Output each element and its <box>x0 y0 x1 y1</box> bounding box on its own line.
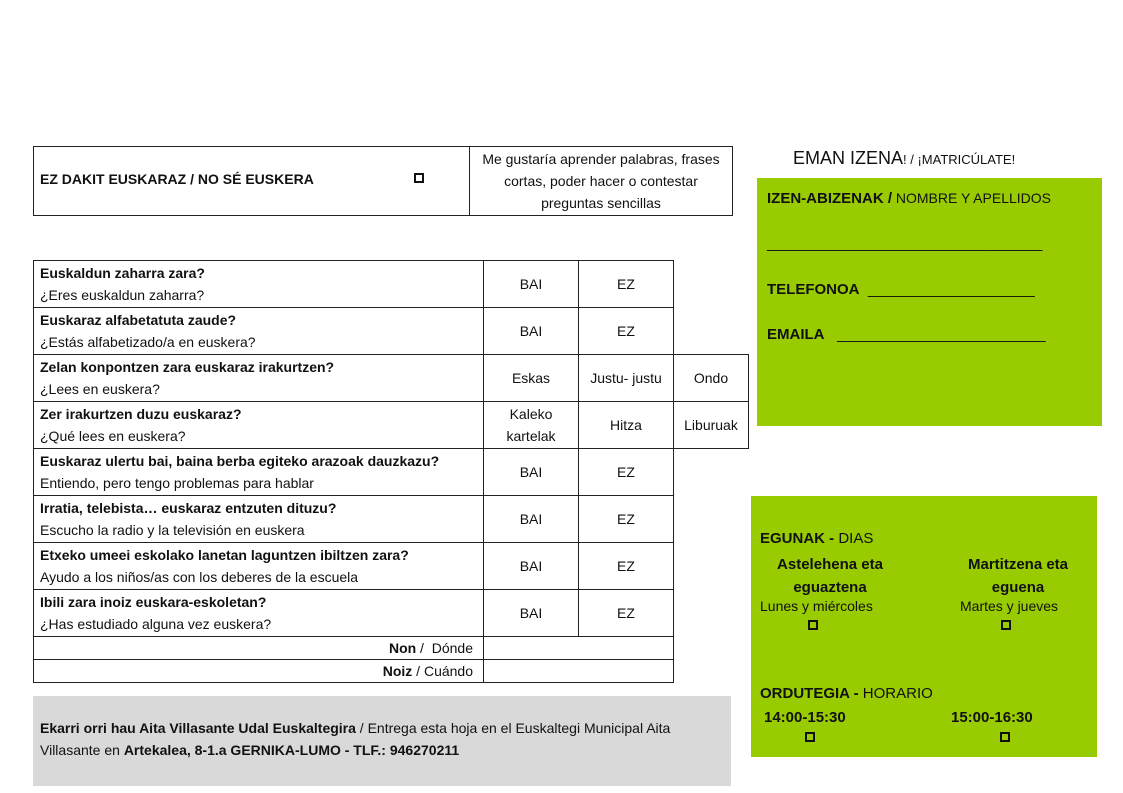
name-label-es: NOMBRE Y APELLIDOS <box>892 190 1051 206</box>
no-euskera-cell <box>34 147 470 215</box>
question-eu: Zelan konpontzen zara euskaraz irakurtzen? <box>40 359 335 375</box>
empty-cell <box>674 496 749 543</box>
question-es: Entiendo, pero tengo problemas para hablar <box>40 475 314 491</box>
description-line: preguntas sencillas <box>541 195 661 211</box>
option-cell[interactable] <box>484 402 579 449</box>
where-label-eu: Non <box>388 640 417 656</box>
email-label: EMAILA <box>767 326 825 343</box>
empty-cell <box>674 660 749 683</box>
phone-label: TELEFONOA <box>767 281 860 298</box>
enroll-title-main: EMAN IZENA <box>793 148 904 168</box>
option-cell[interactable]: EZ <box>579 308 674 355</box>
when-label-eu: Noiz <box>382 663 413 679</box>
hour2-label: 15:00-16:30 <box>951 709 1033 726</box>
hours-label <box>760 685 933 702</box>
table-row <box>34 261 749 308</box>
option2-days-es: Martes y jueves <box>960 598 1059 614</box>
contact-form-panel <box>757 178 1102 426</box>
empty-cell <box>674 449 749 496</box>
delivery-info-text1: / Entrega esta hoja en el Euskaltegi Municipal Aita Villasante en <box>40 720 671 758</box>
phone-row <box>767 281 1035 298</box>
question-es: ¿Qué lees en euskera? <box>40 428 186 444</box>
empty-cell <box>674 543 749 590</box>
when-field[interactable] <box>484 660 674 683</box>
table-row <box>34 496 749 543</box>
delivery-info-text <box>40 717 720 761</box>
email-row <box>767 326 1046 343</box>
option-cell[interactable]: Hitza <box>579 402 674 449</box>
question-es: ¿Has estudiado alguna vez euskera? <box>40 616 272 632</box>
question-cell <box>34 449 484 496</box>
option-cell[interactable]: EZ <box>579 543 674 590</box>
question-eu: Euskaraz alfabetatuta zaude? <box>40 312 237 328</box>
question-es: Ayudo a los niños/as con los deberes de la escuela <box>40 569 359 585</box>
option2-days-line: Martitzena eta <box>967 556 1069 573</box>
option1-days-checkbox[interactable] <box>808 620 818 630</box>
hour1-label: 14:00-15:30 <box>764 709 846 726</box>
question-cell <box>34 355 484 402</box>
table-row <box>34 637 749 660</box>
option-cell[interactable]: EZ <box>579 261 674 308</box>
days-label-es: DIAS <box>834 530 874 547</box>
empty-cell <box>674 590 749 637</box>
question-eu: Ibili zara inoiz euskara-eskoletan? <box>40 594 267 610</box>
table-row <box>34 660 749 683</box>
question-eu: Irratia, telebista… euskaraz entzuten dituzu? <box>40 500 337 516</box>
question-cell <box>34 308 484 355</box>
name-label-eu: IZEN-ABIZENAK / <box>767 190 892 207</box>
when-label-cell: Noiz / Cuándo <box>34 660 484 683</box>
option1-days <box>760 553 900 599</box>
delivery-info-box <box>33 696 731 786</box>
question-cell <box>34 543 484 590</box>
option1-days-line: Astelehena eta <box>777 556 883 573</box>
option1-days-es: Lunes y miércoles <box>760 598 873 614</box>
no-euskera-description <box>470 147 732 216</box>
name-field[interactable]: _________________________________ <box>767 235 1043 252</box>
table-row <box>34 590 749 637</box>
schedule-panel <box>751 496 1097 757</box>
option2-days <box>953 553 1083 599</box>
question-es: ¿Eres euskaldun zaharra? <box>40 287 205 303</box>
question-eu: Euskaraz ulertu bai, baina berba egiteko arazoak dauzkazu? <box>40 453 440 469</box>
option2-days-checkbox[interactable] <box>1001 620 1011 630</box>
no-euskera-box <box>33 146 733 216</box>
option2-days-line: eguena <box>991 579 1045 596</box>
question-cell <box>34 590 484 637</box>
option-cell[interactable]: Liburuak <box>674 402 749 449</box>
days-label-eu: EGUNAK - <box>760 530 835 547</box>
no-euskera-checkbox[interactable] <box>414 173 424 183</box>
description-line: cortas, poder hacer o contestar <box>504 173 698 189</box>
table-row <box>34 449 749 496</box>
empty-cell <box>674 308 749 355</box>
option-label: Kaleko kartelak <box>506 406 556 444</box>
question-eu: Euskaldun zaharra zara? <box>40 265 205 281</box>
option-cell[interactable]: EZ <box>579 590 674 637</box>
question-cell <box>34 402 484 449</box>
no-euskera-label: EZ DAKIT EUSKARAZ / NO SÉ EUSKERA <box>40 171 314 187</box>
delivery-info-bold1: Ekarri orri hau Aita Villasante Udal Euskaltegira <box>40 720 356 736</box>
option-cell[interactable]: Ondo <box>674 355 749 402</box>
where-label-cell: Non / Dónde <box>34 637 484 660</box>
hours-label-eu: ORDUTEGIA - <box>760 685 859 702</box>
where-label-es: Dónde <box>431 640 473 656</box>
option-cell[interactable]: Eskas <box>484 355 579 402</box>
name-label <box>767 190 1051 207</box>
where-field[interactable] <box>484 637 674 660</box>
option-cell[interactable]: BAI <box>484 261 579 308</box>
when-label-es: Cuándo <box>423 663 473 679</box>
question-es: Escucho la radio y la televisión en euskera <box>40 522 305 538</box>
option-cell[interactable]: BAI <box>484 449 579 496</box>
empty-cell <box>674 261 749 308</box>
question-es: ¿Lees en euskera? <box>40 381 160 397</box>
email-field[interactable]: _________________________ <box>837 326 1046 343</box>
description-line: Me gustaría aprender palabras, frases <box>482 151 720 167</box>
question-cell <box>34 261 484 308</box>
question-eu: Etxeko umeei eskolako lanetan laguntzen ibiltzen zara? <box>40 547 409 563</box>
empty-cell <box>674 637 749 660</box>
phone-field[interactable]: ____________________ <box>867 281 1035 298</box>
option-cell[interactable]: EZ <box>579 449 674 496</box>
option-cell[interactable]: BAI <box>484 543 579 590</box>
table-row <box>34 308 749 355</box>
question-eu: Zer irakurtzen duzu euskaraz? <box>40 406 242 422</box>
hour2-checkbox[interactable] <box>1000 732 1010 742</box>
question-cell <box>34 496 484 543</box>
enroll-title-sub: ! / ¡MATRICÚLATE! <box>903 152 1016 167</box>
question-es: ¿Estás alfabetizado/a en euskera? <box>40 334 256 350</box>
option-cell[interactable]: BAI <box>484 308 579 355</box>
table-row <box>34 402 749 449</box>
hours-label-es: HORARIO <box>858 685 933 702</box>
hour1-checkbox[interactable] <box>805 732 815 742</box>
option-cell[interactable]: BAI <box>484 496 579 543</box>
days-label <box>760 530 873 547</box>
option1-days-line: eguaztena <box>793 579 867 596</box>
option-cell[interactable]: Justu- justu <box>579 355 674 402</box>
enroll-title <box>793 148 1015 169</box>
table-row <box>34 355 749 402</box>
table-row <box>34 543 749 590</box>
delivery-info-address: Artekalea, 8-1.a GERNIKA-LUMO - TLF.: 946270211 <box>123 742 460 758</box>
option-cell[interactable]: BAI <box>484 590 579 637</box>
option-cell[interactable]: EZ <box>579 496 674 543</box>
questions-table <box>33 260 749 683</box>
